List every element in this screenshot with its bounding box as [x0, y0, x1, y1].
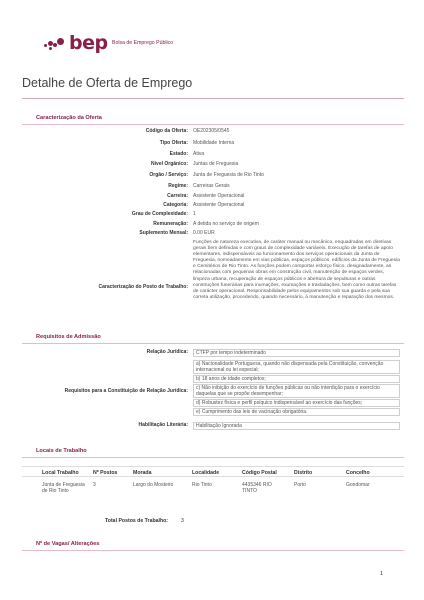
table-cell: Largo do Mosteiro: [133, 482, 174, 488]
column-header: Morada: [133, 470, 152, 476]
row-label: Tipo Oferta:: [159, 140, 188, 146]
logo-subtitle: Bolsa de Emprego Público: [112, 40, 174, 46]
row-label: Habilitação Literária:: [138, 422, 188, 428]
row-label: Suplemento Mensal:: [139, 230, 188, 236]
page-number: 1: [380, 571, 384, 577]
table-cell: Junta de Freguesia de Rio Tinto: [42, 482, 85, 495]
total-postos-value: 3: [181, 518, 184, 524]
section-locais: [22, 448, 404, 458]
section-heading: Requisitos de Admissão: [36, 334, 101, 340]
locais-table-header: [22, 466, 404, 477]
row-value: Assistente Operacional: [193, 202, 245, 208]
row-value: 0.00 EUR: [193, 230, 215, 236]
posto-trabalho-description: Funções de natureza executiva, de caráter manual ou mecânico, enquadradas em diretivas gerais bem definidas e com graus de complexidade variáveis. Execução de tarefas de apoio elementares, indispensáveis ao funcionamento dos serviços operacionais da Junta de Freguesia, nomeadamente em vias públicas, espaços públicos, edifícios da Junta de Freguesia e Cemitérios de Rio Tinto. As funções podem comportar esforço físico, designadamente, as relacionadas com pequenas obras em construção civil, manutenção de espaços verdes, limpeza urbana, recuperação de espaços públicos e abertura de sepulturas e outras construções funerárias para inumações, exumações e trasladações, bem como outras tarefas de carácter operacional. Responsabilidade pelos equipamentos sob sua guarda e pela sua correta utilização, procedendo, quando necessário, à manutenção e reparação dos mesmos.: [193, 240, 400, 300]
list-item: c) Não inibição do exercício de funções públicas ou não interdição para o exercício daquelas que se propõe desempenhar;: [193, 384, 400, 398]
row-value: Habilitação Ignorada: [193, 422, 400, 430]
section-vagas: [22, 541, 404, 551]
row-label: Categoria:: [163, 202, 188, 208]
row-value: Assistente Operacional: [193, 193, 245, 199]
row-label: Caracterização do Posto de Trabalho:: [98, 284, 188, 290]
logo-dots-icon: [44, 38, 66, 50]
row-value: Juntas de Freguesia: [193, 161, 239, 167]
list-item: b) 18 anos de idade completos;: [193, 375, 400, 383]
table-cell: Rio Tinto: [192, 482, 212, 488]
section-heading: Caracterização da Oferta: [36, 115, 102, 121]
section-requisitos: [22, 334, 404, 344]
row-label: Carreira:: [167, 193, 188, 199]
row-label: Relação Jurídica:: [146, 349, 188, 355]
row-value: Ativa: [193, 151, 205, 157]
column-header: Localidade: [192, 470, 220, 476]
column-header: Código Postal: [242, 470, 277, 476]
row-value: Carreiras Gerais: [193, 183, 230, 189]
row-label: Código da Oferta:: [145, 128, 188, 134]
row-label: Estado:: [169, 151, 188, 157]
row-value: 1: [193, 211, 196, 217]
section-heading: Nº de Vagas/ Alterações: [36, 541, 100, 547]
row-value: CTFP por tempo indeterminado: [193, 349, 400, 357]
row-label: Regime:: [168, 183, 188, 189]
constituicao-list: [193, 360, 400, 417]
column-header: Distrito: [294, 470, 313, 476]
row-label: Requisitos para a Constituição de Relação Jurídica:: [64, 388, 188, 394]
list-item: e) Cumprimento das leis de vacinação obrigatória.: [193, 408, 400, 416]
column-header: Nº Postos: [93, 470, 118, 476]
table-cell: 3: [93, 482, 96, 488]
column-header: Concelho: [346, 470, 370, 476]
row-value: OE202305/0545: [193, 128, 230, 134]
table-cell: 4435346 RIO TINTO: [242, 482, 272, 495]
table-cell: Gondomar: [346, 482, 370, 488]
row-label: Nível Orgânico:: [151, 161, 188, 167]
list-item: a) Nacionalidade Portuguesa, quando não dispensada pela Constituição, convenção internacional ou lei especial;: [193, 360, 400, 374]
section-caracterizacao: [22, 115, 404, 125]
title-divider: [22, 98, 404, 99]
page-title: Detalhe de Oferta de Emprego: [22, 76, 193, 90]
column-header: Local Trabalho: [42, 470, 79, 476]
row-value: Junta de Freguesia de Rio Tinto: [193, 172, 264, 178]
row-label: Grau de Complexidade:: [131, 211, 188, 217]
list-item: d) Robustez física e perfil psíquico indispensável ao exercício das funções;: [193, 399, 400, 407]
section-heading: Locais de Trabalho: [36, 448, 87, 454]
row-value: Mobilidade Interna: [193, 140, 235, 146]
row-label: Remuneração:: [153, 221, 188, 227]
row-value: A detida no serviço de origem: [193, 221, 259, 227]
table-cell: Porto: [294, 482, 306, 488]
row-label: Orgão / Serviço:: [149, 172, 188, 178]
total-postos-label: Total Postos de Trabalho:: [105, 518, 169, 524]
logo-text: bep: [69, 32, 108, 54]
